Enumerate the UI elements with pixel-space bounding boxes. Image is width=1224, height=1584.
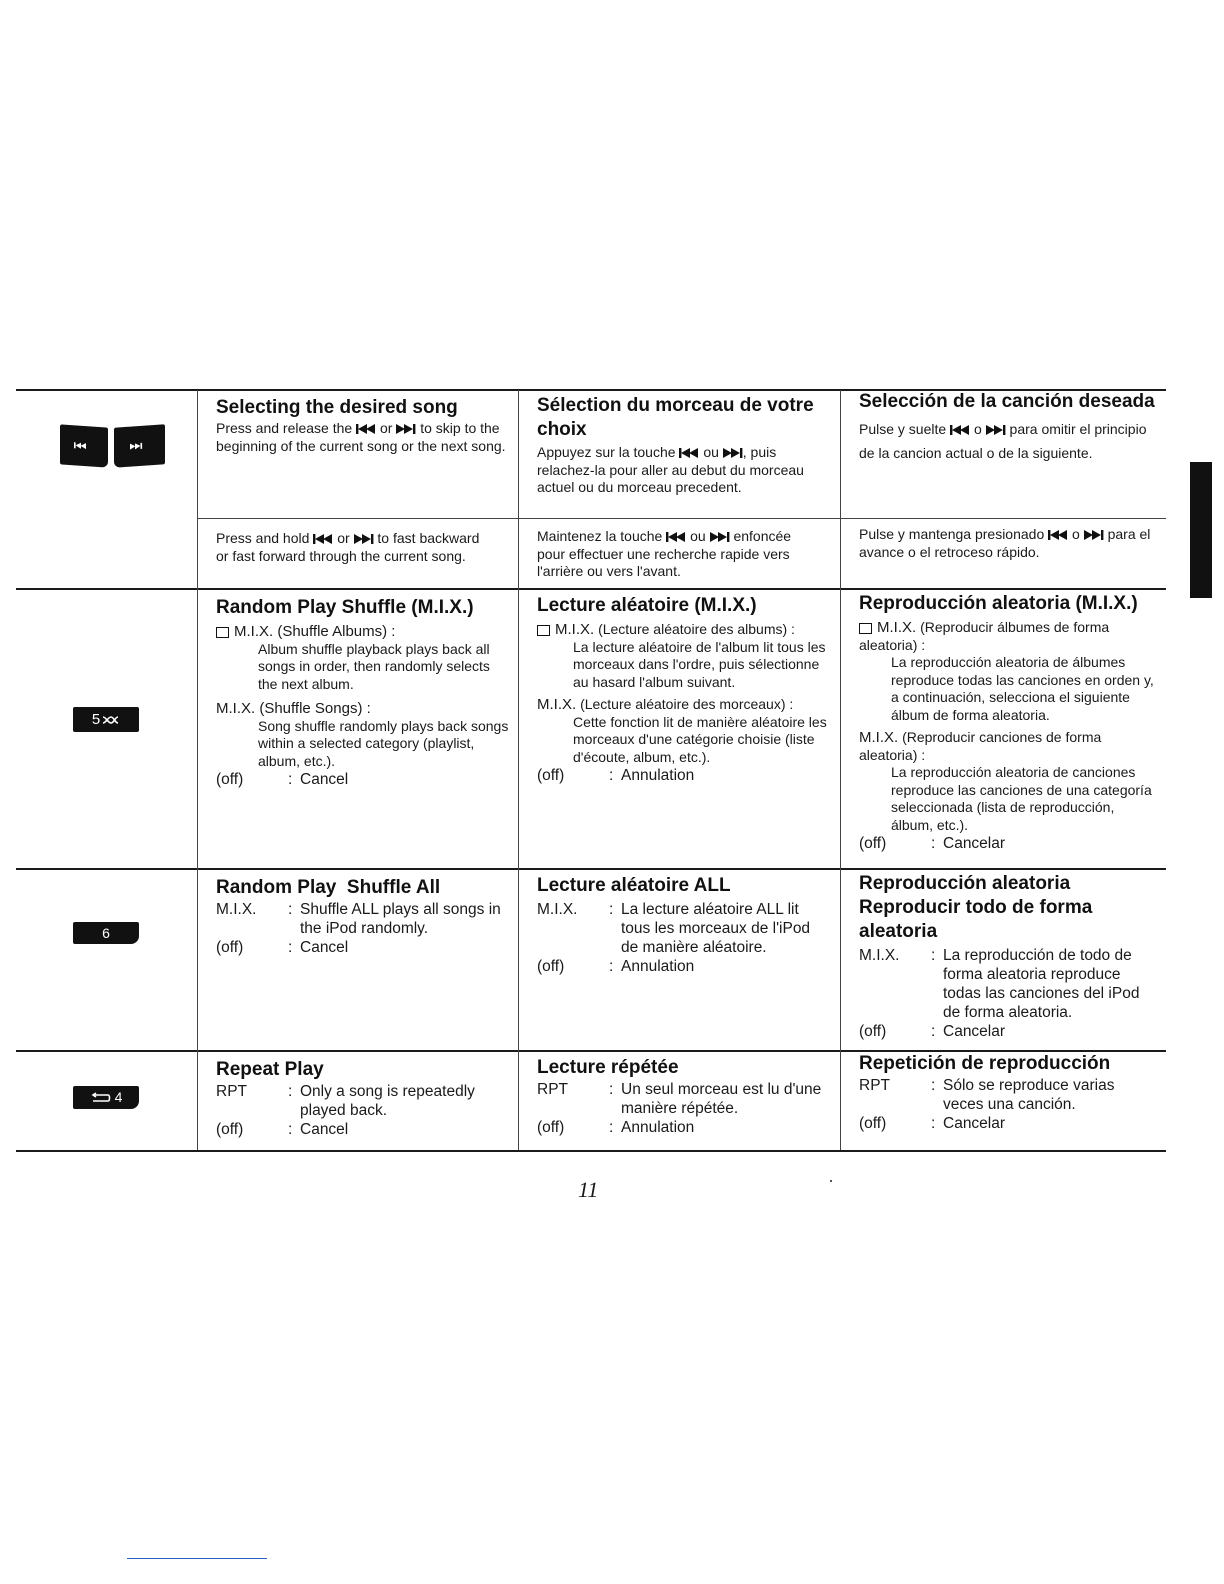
prev-icon	[950, 425, 970, 435]
es-mix-songs-body: La reproducción aleatoria de canciones reproduce las canciones de una categoría seleccionada (lista de reproducción, álbum, etc.).	[891, 764, 1152, 833]
fr-random-title: Lecture aléatoire (M.I.X.)	[537, 595, 757, 616]
col-divider-3	[840, 390, 841, 1150]
en-repeat	[216, 1058, 511, 1139]
fr-mix-albums-body: La lecture aléatoire de l'album lit tous les morceaux dans l'ordre, puis sélectionne au hasard l'album suivant.	[573, 638, 826, 690]
es-random-title: Reproducción aleatoria (M.I.X.)	[859, 593, 1138, 614]
fr-mix-songs-body: Cette fonction lit de manière aléatoire les morceaux d'une catégorie choisie (liste d'écoute, album, etc.).	[573, 713, 827, 765]
es-mix-albums-head: M.I.X. (Reproducir álbumes de forma aleatoria) :	[859, 619, 1110, 653]
es-shuffle-all-off: (off) : Cancelar	[859, 1023, 1006, 1040]
next-icon	[986, 425, 1006, 435]
es-random-off: (off) : Cancelar	[859, 835, 1006, 852]
fr-selecting-song	[537, 394, 829, 497]
es-mix-songs-head: M.I.X. (Reproducir canciones de forma aleatoria) :	[859, 729, 1102, 763]
fr-shuffle-all-off: (off) : Annulation	[537, 958, 695, 975]
fr-mix-albums-head: M.I.X. (Lecture aléatoire des albums) :	[537, 621, 833, 639]
album-icon	[859, 623, 872, 634]
en-random-play	[216, 596, 511, 789]
fr-random-off: (off) : Annulation	[537, 767, 695, 784]
album-icon	[216, 627, 229, 638]
es-shuffle-all-mix: M.I.X. : La reproducción de todo de forma aleatoria reproduce todas las canciones del iPod de forma aleatoria.	[859, 947, 1140, 1021]
fr-repeat-rpt: RPT : Un seul morceau est lu d'une manière répétée.	[537, 1081, 822, 1117]
scan-speck	[830, 1180, 832, 1182]
next-icon	[354, 534, 374, 544]
rule-bottom	[16, 1150, 1166, 1152]
fr-fast-search	[537, 528, 817, 581]
fr-repeat-off: (off) : Annulation	[537, 1119, 695, 1136]
fr-random-play	[537, 594, 833, 785]
fr-selecting-song-title: Sélection du morceau de votre choix	[537, 395, 814, 440]
en-shuffle-all	[216, 876, 511, 957]
en-mix-albums-body: Album shuffle playback plays back all songs in order, then randomly selects the next album.	[258, 640, 490, 692]
en-shuffle-all-title: Random Play Shuffle All	[216, 877, 441, 898]
en-random-off: (off) : Cancel	[216, 771, 349, 788]
en-mix-songs-body: Song shuffle randomly plays back songs within a selected category (playlist, album, etc.).	[258, 717, 509, 769]
fr-shuffle-all-mix: M.I.X. : La lecture aléatoire ALL lit tous les morceaux de l'iPod de manière aléatoire.	[537, 901, 811, 956]
rule-row1-sub	[197, 518, 1166, 519]
es-repeat-title: Repetición de reproducción	[859, 1053, 1111, 1074]
es-shuffle-all-title: Reproducción aleatoria Reproducir todo de forma aleatoria	[859, 873, 1093, 942]
prev-icon	[666, 532, 686, 542]
en-repeat-title: Repeat Play	[216, 1059, 324, 1080]
es-fast-search	[859, 526, 1159, 561]
page-number: 11	[578, 1177, 599, 1202]
es-fast-search-text: Pulse y mantenga presionado o para el avance o el retroceso rápido.	[859, 526, 1151, 560]
prev-icon	[679, 448, 699, 458]
fr-selecting-song-text: Appuyez sur la touche ou , puis relachez-la pour aller au debut du morceau actuel ou du morceau precedent.	[537, 444, 804, 495]
en-fast-search	[216, 530, 486, 565]
en-random-title: Random Play Shuffle (M.I.X.)	[216, 597, 474, 618]
es-selecting-song	[859, 390, 1159, 465]
album-icon	[537, 625, 550, 636]
en-repeat-rpt: RPT : Only a song is repeatedly played back.	[216, 1083, 475, 1119]
fr-mix-songs-head: M.I.X. (Lecture aléatoire des morceaux) :	[537, 696, 794, 713]
shuffle-all-button-icon: 6	[73, 922, 139, 944]
mix-button-icon: 5	[73, 707, 139, 732]
footnote-rule	[127, 1558, 267, 1559]
es-selecting-song-text: Pulse y suelte o para omitir el principio de la cancion actual o de la siguiente.	[859, 421, 1147, 461]
en-selecting-song-text: Press and release the or to skip to the beginning of the current song or the next song.	[216, 420, 506, 454]
next-icon	[396, 424, 416, 434]
es-shuffle-all	[859, 872, 1151, 1041]
es-repeat	[859, 1052, 1151, 1133]
fr-shuffle-all	[537, 874, 829, 976]
prev-icon	[1048, 530, 1068, 540]
col-divider-1	[197, 390, 198, 1150]
en-fast-search-text: Press and hold or to fast backward or fast forward through the current song.	[216, 530, 480, 564]
repeat-icon	[90, 1092, 112, 1104]
next-icon	[1084, 530, 1104, 540]
en-shuffle-all-off: (off) : Cancel	[216, 939, 349, 956]
en-mix-albums-head: M.I.X. (Shuffle Albums) :	[216, 623, 511, 641]
en-shuffle-all-mix: M.I.X. : Shuffle ALL plays all songs in the iPod randomly.	[216, 901, 501, 937]
fr-repeat	[537, 1056, 829, 1137]
fr-repeat-title: Lecture répétée	[537, 1057, 679, 1078]
es-random-play	[859, 592, 1159, 853]
next-icon	[710, 532, 730, 542]
en-mix-songs-head: M.I.X. (Shuffle Songs) :	[216, 700, 371, 717]
en-repeat-off: (off) : Cancel	[216, 1121, 349, 1138]
es-repeat-rpt: RPT : Sólo se reproduce varias veces una canción.	[859, 1077, 1115, 1113]
section-tab-marker	[1190, 462, 1212, 598]
prev-button-icon	[60, 424, 108, 467]
es-repeat-off: (off) : Cancelar	[859, 1115, 1006, 1132]
shuffle-icon	[102, 714, 120, 726]
en-selecting-song-title: Selecting the desired song	[216, 397, 458, 418]
rule-row2	[16, 588, 1166, 590]
en-selecting-song	[216, 396, 506, 455]
es-selecting-song-title: Selección de la canción deseada	[859, 391, 1155, 412]
fr-fast-search-text: Maintenez la touche ou enfoncée pour effectuer une recherche rapide vers l'arrière ou vers l'avant.	[537, 528, 792, 579]
rule-row3	[16, 868, 1166, 870]
prev-icon	[313, 534, 333, 544]
repeat-button-icon: 4	[73, 1086, 139, 1109]
next-icon	[723, 448, 743, 458]
prev-icon	[356, 424, 376, 434]
col-divider-2	[518, 390, 519, 1150]
es-mix-albums-body: La reproducción aleatoria de álbumes reproduce todas las canciones en orden y, a continuación, selecciona el siguiente álbum de forma aleatoria.	[891, 654, 1154, 723]
fr-shuffle-all-title: Lecture aléatoire ALL	[537, 875, 731, 896]
next-button-icon	[114, 424, 165, 468]
